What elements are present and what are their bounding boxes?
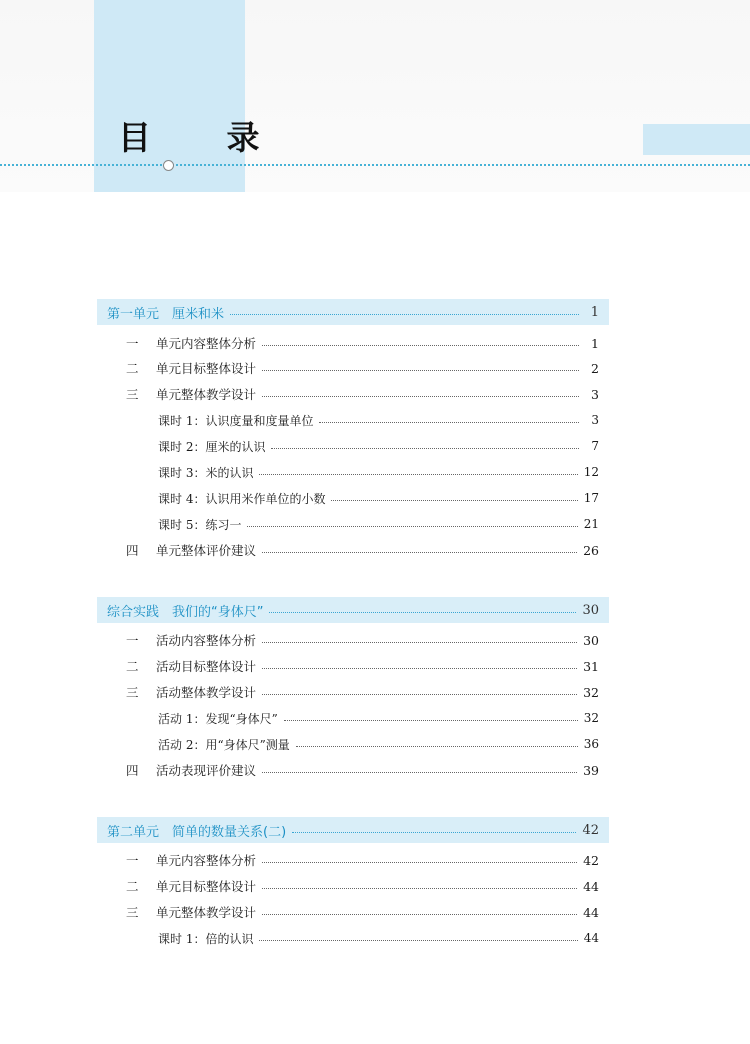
toc-entry-number: 二 [126, 361, 139, 376]
toc-page-number: 7 [591, 439, 599, 453]
leader-dots [284, 720, 578, 721]
toc-page-number: 26 [583, 542, 599, 558]
leader-dots [262, 552, 577, 553]
toc-entry-label: 单元目标整体设计 [156, 879, 257, 894]
leader-dots [262, 642, 577, 643]
leader-dots [247, 526, 577, 527]
leader-dots [262, 694, 577, 695]
toc-entry-row[interactable] [126, 900, 599, 924]
toc-entry-row[interactable] [158, 926, 599, 950]
toc-entry-number: 一 [126, 336, 139, 351]
toc-page-number: 31 [583, 658, 599, 674]
toc-entry-row[interactable] [158, 434, 599, 458]
toc-page-number: 44 [583, 931, 599, 945]
leader-dots [262, 862, 577, 863]
leader-dots [292, 832, 576, 833]
toc-entry-row[interactable] [126, 758, 599, 782]
toc-page-number: 30 [583, 632, 599, 648]
toc-entry-label: 课时 5：练习一 [158, 517, 242, 532]
toc-entry-number: 三 [126, 387, 139, 402]
leader-dots [262, 668, 577, 669]
header-divider [0, 164, 750, 166]
toc-entry-row[interactable] [126, 680, 599, 704]
leader-dots [271, 448, 579, 449]
toc-entry-label: 课时 2：厘米的认识 [158, 439, 266, 454]
toc-entry-label: 活动目标整体设计 [156, 659, 257, 674]
toc-entry-label: 课时 3：米的认识 [158, 465, 254, 480]
toc-entry-label: 单元整体教学设计 [156, 905, 257, 920]
toc-entry-number: 四 [126, 543, 139, 558]
toc-entry-row[interactable] [158, 460, 599, 484]
leader-dots [296, 746, 578, 747]
toc-entry-row[interactable] [158, 732, 599, 756]
toc-entry-row[interactable] [126, 874, 599, 898]
toc-entry-row[interactable] [126, 848, 599, 872]
toc-entry-label: 活动 1：发现“身体尺” [158, 711, 278, 726]
toc-entry-number: 四 [126, 763, 139, 778]
toc-entry-label: 课时 1：倍的认识 [158, 931, 254, 946]
toc-entry-label: 课时 4：认识用米作单位的小数 [158, 491, 326, 506]
toc-page-number: 32 [583, 711, 599, 725]
leader-dots [331, 500, 577, 501]
toc-page-number: 42 [583, 852, 599, 868]
toc-entry-label: 第一单元 厘米和米 [107, 306, 225, 322]
toc-entry-row[interactable] [126, 382, 599, 406]
toc-entry-label: 综合实践 我们的“身体尺” [107, 604, 264, 620]
toc-entry-row[interactable] [126, 628, 599, 652]
toc-page-number: 36 [583, 737, 599, 751]
toc-entry-row[interactable] [126, 331, 599, 355]
leader-dots [259, 940, 577, 941]
toc-entry-number: 二 [126, 879, 139, 894]
toc-entry-row[interactable] [158, 512, 599, 536]
toc-entry-row[interactable] [158, 486, 599, 510]
toc-entry-row[interactable] [158, 408, 599, 432]
toc-entry-label: 单元整体教学设计 [156, 387, 257, 402]
toc-page-number: 32 [583, 684, 599, 700]
toc-entry-label: 活动 2：用“身体尺”测量 [158, 737, 290, 752]
leader-dots [262, 914, 577, 915]
toc-page-number: 21 [583, 517, 599, 531]
leader-dots [262, 370, 579, 371]
toc-entry-label: 活动内容整体分析 [156, 633, 257, 648]
toc-page-number: 2 [591, 360, 599, 376]
toc-section-row[interactable] [97, 597, 609, 623]
toc-entry-number: 一 [126, 633, 139, 648]
toc-entry-row[interactable] [126, 654, 599, 678]
toc-entry-label: 单元内容整体分析 [156, 853, 257, 868]
leader-dots [262, 888, 577, 889]
toc-page-number: 42 [582, 822, 599, 838]
toc-section-row[interactable] [97, 299, 609, 325]
leader-dots [230, 314, 579, 315]
toc-page-number: 30 [582, 602, 599, 618]
toc-entry-number: 三 [126, 685, 139, 700]
toc-entry-row[interactable] [158, 706, 599, 730]
leader-dots [319, 422, 579, 423]
page-title: 目 录 [118, 118, 292, 157]
leader-dots [262, 772, 577, 773]
toc-entry-number: 三 [126, 905, 139, 920]
toc-page-number: 3 [591, 386, 599, 402]
toc-entry-label: 单元目标整体设计 [156, 361, 257, 376]
toc-entry-label: 活动整体教学设计 [156, 685, 257, 700]
leader-dots [269, 612, 576, 613]
toc-entry-label: 单元内容整体分析 [156, 336, 257, 351]
toc-page-number: 39 [583, 762, 599, 778]
toc-page-number: 3 [591, 413, 599, 427]
toc-entry-row[interactable] [126, 356, 599, 380]
leader-dots [262, 396, 579, 397]
toc-entry-number: 二 [126, 659, 139, 674]
toc-entry-number: 一 [126, 853, 139, 868]
toc-page-number: 1 [590, 304, 599, 320]
leader-dots [259, 474, 577, 475]
decorative-tab [643, 124, 750, 155]
toc-page-number: 17 [583, 491, 599, 505]
toc-page-number: 44 [583, 878, 599, 894]
toc-entry-label: 活动表现评价建议 [156, 763, 257, 778]
leader-dots [262, 345, 579, 346]
toc-entry-label: 单元整体评价建议 [156, 543, 257, 558]
toc-entry-row[interactable] [126, 538, 599, 562]
toc-page-number: 1 [591, 335, 599, 351]
toc-entry-label: 第二单元 简单的数量关系(二) [107, 824, 287, 840]
toc-page-number: 12 [583, 465, 599, 479]
toc-section-row[interactable] [97, 817, 609, 843]
toc-entry-label: 课时 1：认识度量和度量单位 [158, 413, 314, 428]
toc-page-number: 44 [583, 904, 599, 920]
